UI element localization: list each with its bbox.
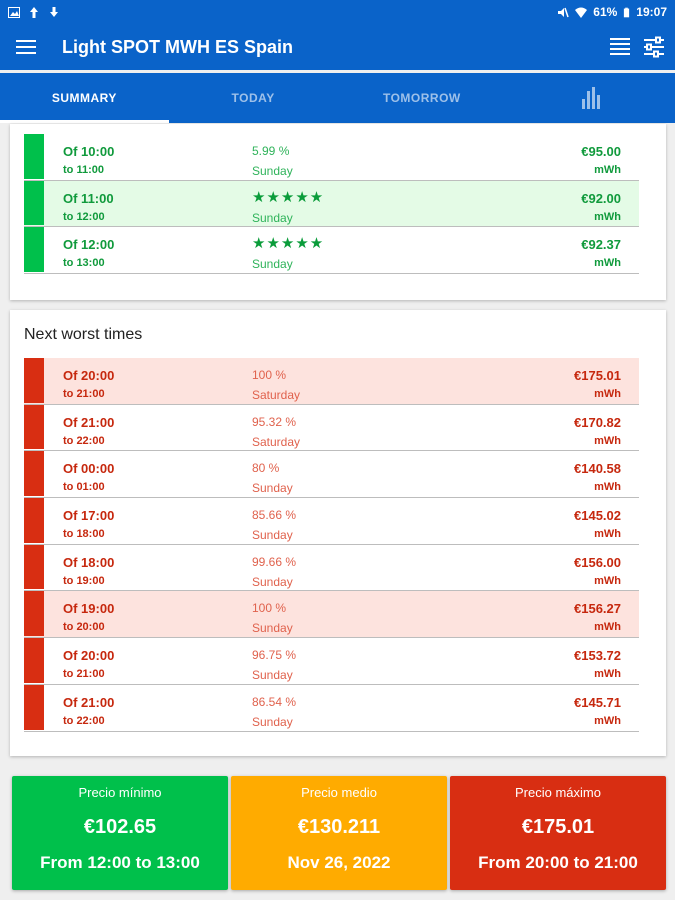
time-to: to 22:00: [63, 714, 105, 727]
app-bar: [0, 24, 675, 70]
tab-summary[interactable]: SUMMARY: [0, 73, 169, 123]
star-rating: ★★★★★: [252, 188, 325, 206]
battery-level: 61%: [593, 5, 618, 19]
price: €92.00: [581, 190, 621, 206]
avg-price-date: Nov 26, 2022: [287, 853, 391, 872]
good-indicator: [24, 227, 44, 272]
day: Saturday: [252, 434, 301, 449]
percentage: 100 %: [252, 601, 287, 616]
image-icon: [8, 7, 20, 18]
time-from: Of 20:00: [63, 648, 115, 664]
day: Sunday: [252, 257, 293, 272]
time-from: Of 18:00: [63, 554, 115, 570]
tab-today[interactable]: TODAY: [231, 91, 275, 105]
bad-indicator: [24, 358, 44, 403]
status-right: [557, 5, 667, 19]
filter-settings-icon[interactable]: [643, 36, 665, 58]
bad-indicator: [24, 638, 44, 683]
best-times-card: [10, 124, 666, 300]
time-from: Of 19:00: [63, 601, 115, 617]
list-item[interactable]: [24, 227, 639, 274]
unit: mWh: [594, 257, 621, 270]
price: €175.01: [574, 368, 621, 383]
list-item[interactable]: [24, 498, 639, 545]
time-from: Of 21:00: [63, 694, 115, 710]
price: €156.00: [574, 554, 621, 570]
day: Sunday: [252, 210, 293, 225]
day: Sunday: [252, 574, 293, 589]
price: €140.58: [574, 461, 621, 477]
price: €145.02: [574, 508, 621, 524]
time-from: Of 17:00: [63, 508, 115, 524]
bad-indicator: [24, 545, 44, 590]
min-price-period: From 12:00 to 13:00: [40, 853, 200, 872]
avg-price-value: €130.211: [297, 816, 381, 838]
hamburger-menu-icon[interactable]: [16, 40, 36, 54]
unit: mWh: [594, 210, 621, 223]
list-item[interactable]: [24, 405, 639, 452]
app-title: Light SPOT MWH ES Spain: [62, 36, 293, 57]
worst-times-card: [10, 310, 666, 756]
list-item[interactable]: [24, 134, 639, 181]
day: Sunday: [252, 714, 293, 729]
bad-indicator: [24, 405, 44, 450]
time-to: to 19:00: [63, 574, 105, 587]
percentage: 100 %: [252, 368, 287, 382]
mute-icon: [557, 7, 569, 18]
unit: mWh: [594, 668, 621, 681]
percentage: 5.99 %: [252, 144, 290, 158]
time-to: to 01:00: [63, 481, 105, 494]
worst-times-list: [24, 358, 639, 732]
status-left: [8, 7, 60, 18]
best-times-list: [24, 134, 639, 274]
unit: mWh: [594, 481, 621, 494]
unit: mWh: [594, 434, 621, 447]
max-price-value: €175.01: [521, 816, 595, 838]
list-item[interactable]: [24, 591, 639, 638]
avg-price-tile[interactable]: [231, 776, 447, 890]
download-icon: [48, 7, 60, 18]
time-from: Of 20:00: [63, 368, 115, 383]
time-from: Of 21:00: [63, 414, 115, 430]
bad-indicator: [24, 498, 44, 543]
min-price-tile[interactable]: [12, 776, 228, 890]
tab-tomorrow[interactable]: TOMORROW: [382, 91, 461, 105]
min-price-value: €102.65: [83, 816, 157, 838]
price: €170.82: [574, 414, 621, 430]
upload-icon: [28, 7, 40, 18]
price: €95.00: [581, 144, 621, 159]
list-item[interactable]: [24, 451, 639, 498]
time-to: to 21:00: [63, 388, 105, 400]
percentage: 80 %: [252, 461, 280, 476]
list-item[interactable]: [24, 358, 639, 405]
battery-icon: [623, 7, 630, 18]
bad-indicator: [24, 685, 44, 730]
status-bar: [0, 0, 675, 24]
price: €156.27: [574, 601, 621, 617]
time-from: Of 10:00: [63, 144, 115, 159]
time-from: Of 00:00: [63, 461, 115, 477]
time-to: to 12:00: [63, 210, 105, 223]
unit: mWh: [594, 574, 621, 587]
percentage: 95.32 %: [252, 414, 297, 429]
unit: mWh: [594, 388, 621, 400]
time-from: Of 11:00: [63, 190, 114, 206]
percentage: 96.75 %: [252, 648, 297, 663]
time-from: Of 12:00: [63, 237, 115, 253]
time-to: to 20:00: [63, 621, 105, 634]
max-price-period: From 20:00 to 21:00: [478, 853, 638, 872]
star-rating: ★★★★★: [252, 235, 325, 253]
clock: 19:07: [636, 5, 667, 19]
bar-chart-icon: [581, 87, 601, 109]
percentage: 85.66 %: [252, 508, 297, 523]
list-view-icon[interactable]: [609, 36, 631, 58]
good-indicator: [24, 181, 44, 226]
bad-indicator: [24, 451, 44, 496]
unit: mWh: [594, 528, 621, 541]
tab-bar: [0, 73, 675, 123]
day: Sunday: [252, 621, 293, 636]
day: Sunday: [252, 481, 293, 496]
list-item[interactable]: [24, 545, 639, 592]
min-price-label: Precio mínimo: [78, 785, 162, 800]
good-indicator: [24, 134, 44, 179]
wifi-icon: [575, 7, 587, 18]
percentage: 99.66 %: [252, 554, 297, 569]
list-item[interactable]: [24, 181, 639, 228]
price: €92.37: [581, 237, 621, 253]
day: Sunday: [252, 164, 293, 178]
tab-chart[interactable]: [506, 73, 675, 123]
time-to: to 21:00: [63, 668, 105, 681]
time-to: to 13:00: [63, 257, 105, 270]
time-to: to 22:00: [63, 434, 105, 447]
day: Sunday: [252, 668, 293, 683]
unit: mWh: [594, 714, 621, 727]
list-item[interactable]: [24, 638, 639, 685]
unit: mWh: [594, 621, 621, 634]
app-bar-actions: [609, 36, 665, 58]
bad-indicator: [24, 591, 44, 636]
max-price-tile[interactable]: [450, 776, 666, 890]
price: €153.72: [574, 648, 621, 664]
time-to: to 11:00: [63, 164, 104, 176]
time-to: to 18:00: [63, 528, 105, 541]
day: Saturday: [252, 388, 301, 402]
percentage: 86.54 %: [252, 694, 297, 709]
price: €145.71: [574, 694, 621, 710]
section-title: Next worst times: [24, 326, 143, 343]
max-price-label: Precio máximo: [515, 785, 601, 800]
unit: mWh: [594, 164, 621, 176]
avg-price-label: Precio medio: [301, 785, 377, 800]
day: Sunday: [252, 528, 293, 543]
list-item[interactable]: [24, 685, 639, 732]
